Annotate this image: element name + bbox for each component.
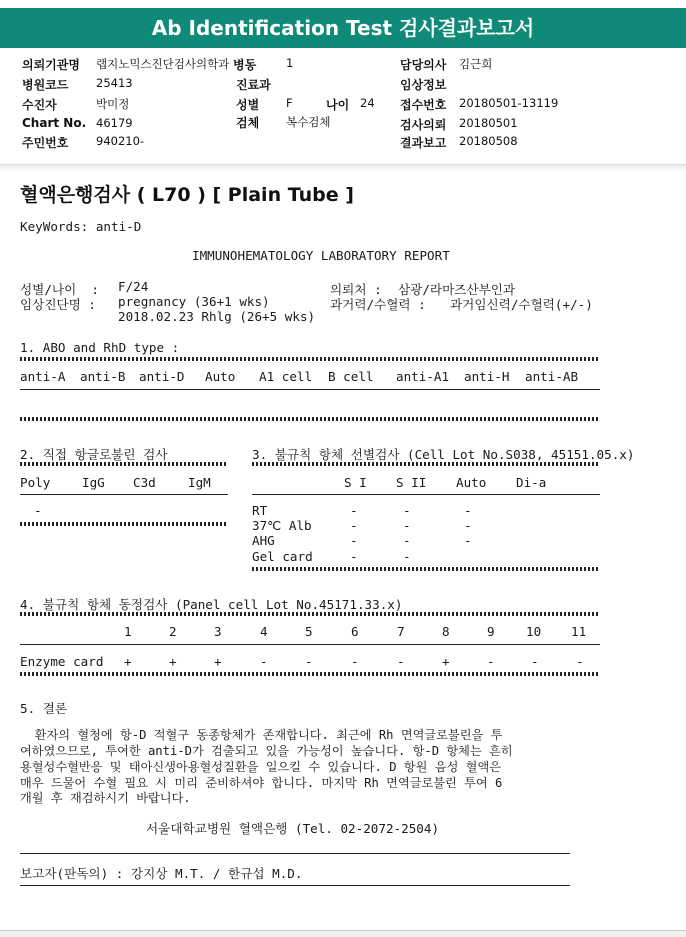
section1-title: 1. ABO and RhD type : bbox=[20, 340, 180, 355]
value-receipt-no: 20180501-13119 bbox=[459, 96, 559, 110]
s4-val-5: - bbox=[305, 654, 313, 669]
diagnosis-label: 임상진단명 : bbox=[20, 297, 96, 312]
value-chart-no: 46179 bbox=[96, 116, 133, 130]
section4-title: 4. 불규칙 항체 동정검사 (Panel cell Lot No.45171.33.x) bbox=[20, 597, 403, 612]
s2-col-c3d: C3d bbox=[133, 475, 156, 490]
s4-col-10: 10 bbox=[526, 624, 542, 639]
s4-val-1: + bbox=[124, 654, 132, 669]
s3-37alb-s2: - bbox=[403, 518, 411, 533]
s3-ahg-s1: - bbox=[350, 533, 358, 548]
section2-top-rule bbox=[20, 462, 228, 466]
value-doctor: 김근희 bbox=[459, 57, 493, 71]
s3-row-label-rt: RT bbox=[252, 503, 268, 518]
s4-col-1: 1 bbox=[124, 624, 132, 639]
report-title: Ab Identification Test 검사결과보고서 bbox=[151, 16, 535, 40]
s4-col-6: 6 bbox=[351, 624, 359, 639]
sex-age-label: 성별/나이 : bbox=[20, 282, 99, 297]
s4-row-label: Enzyme card bbox=[20, 654, 104, 669]
s1-col-anti-ab: anti-AB bbox=[525, 369, 579, 384]
s3-row-label-37alb: 37℃ Alb bbox=[252, 518, 312, 533]
label-ward: 병동 bbox=[233, 58, 257, 72]
s1-col-b-cell: B cell bbox=[328, 369, 374, 384]
s4-col-5: 5 bbox=[305, 624, 313, 639]
value-request-date: 20180501 bbox=[459, 116, 518, 130]
reporter-bottom-rule bbox=[20, 885, 570, 886]
s3-37alb-s1: - bbox=[350, 518, 358, 533]
label-clinical-info: 임상정보 bbox=[400, 78, 447, 92]
label-specimen: 검체 bbox=[236, 116, 260, 130]
s2-col-igm: IgM bbox=[188, 475, 211, 490]
s3-ahg-s2: - bbox=[403, 533, 411, 548]
keywords: KeyWords: anti-D bbox=[20, 219, 142, 234]
label-collector: 수진자 bbox=[22, 98, 57, 112]
s4-val-11: - bbox=[576, 654, 584, 669]
s4-col-9: 9 bbox=[487, 624, 495, 639]
s3-rt-s2: - bbox=[403, 503, 411, 518]
s3-rt-s1: - bbox=[350, 503, 358, 518]
s4-val-9: - bbox=[487, 654, 495, 669]
s4-col-11: 11 bbox=[571, 624, 587, 639]
section2-title: 2. 직접 항글로불린 검사 bbox=[20, 447, 168, 462]
value-report-date: 20180508 bbox=[459, 134, 518, 148]
value-institution: 랩지노믹스진단검사의학과 bbox=[96, 57, 230, 71]
value-collector: 박미정 bbox=[96, 97, 130, 111]
label-sex: 성별 bbox=[236, 98, 260, 112]
label-institution: 의뢰기관명 bbox=[22, 58, 80, 72]
requester-value: 삼광/라마즈산부인과 bbox=[398, 282, 516, 297]
section1-mid-rule bbox=[20, 389, 600, 390]
s4-val-3: + bbox=[214, 654, 222, 669]
requester-label: 의뢰처 : bbox=[330, 282, 382, 297]
section1-bottom-rule bbox=[20, 417, 600, 421]
reporter-top-rule bbox=[20, 853, 570, 854]
s2-col-igg: IgG bbox=[82, 475, 105, 490]
s4-val-8: + bbox=[442, 654, 450, 669]
value-resident-no: 940210- bbox=[96, 134, 145, 148]
s3-gel-s1: - bbox=[350, 549, 358, 564]
s3-rt-auto: - bbox=[464, 503, 472, 518]
s3-37alb-auto: - bbox=[464, 518, 472, 533]
conclusion-line-5: 개월 후 재검하시기 바랍니다. bbox=[20, 791, 191, 805]
value-ward: 1 bbox=[286, 56, 294, 70]
s4-col-3: 3 bbox=[214, 624, 222, 639]
s3-gel-s2: - bbox=[403, 549, 411, 564]
s3-col-dia: Di-a bbox=[516, 475, 547, 490]
s3-row-label-ahg: AHG bbox=[252, 533, 275, 548]
label-dept: 진료과 bbox=[236, 78, 271, 92]
s4-val-4: - bbox=[260, 654, 268, 669]
s3-col-auto: Auto bbox=[456, 475, 487, 490]
value-hospital-code: 25413 bbox=[96, 76, 133, 90]
reporter-line: 보고자(판독의) : 강지상 M.T. / 한규섭 M.D. bbox=[20, 866, 303, 881]
sex-age-value: F/24 bbox=[118, 279, 149, 294]
s4-val-10: - bbox=[531, 654, 539, 669]
s1-col-anti-a: anti-A bbox=[20, 369, 66, 384]
label-doctor: 담당의사 bbox=[400, 58, 447, 72]
doc-heading: 혈액은행검사 ( L70 ) [ Plain Tube ] bbox=[20, 184, 354, 206]
s1-col-anti-h: anti-H bbox=[464, 369, 510, 384]
label-chart-no: Chart No. bbox=[22, 116, 87, 130]
value-sex: F bbox=[286, 96, 293, 110]
report-title-bar bbox=[0, 8, 686, 48]
s2-value: - bbox=[34, 503, 42, 518]
label-request-date: 검사의뢰 bbox=[400, 118, 447, 132]
label-report-date: 결과보고 bbox=[400, 136, 447, 150]
s4-col-4: 4 bbox=[260, 624, 268, 639]
conclusion-line-2: 여하였으므로, 투여한 anti-D가 검출되고 있을 가능성이 높습니다. 항-D 항체는 흔히 bbox=[20, 744, 513, 758]
label-hospital-code: 병원코드 bbox=[22, 78, 69, 92]
label-age: 나이 bbox=[326, 98, 350, 112]
s4-col-7: 7 bbox=[397, 624, 405, 639]
value-age: 24 bbox=[360, 96, 375, 110]
s3-row-label-gel: Gel card bbox=[252, 549, 313, 564]
s4-val-6: - bbox=[351, 654, 359, 669]
s4-val-7: - bbox=[397, 654, 405, 669]
diagnosis-value-2: 2018.02.23 Rhlg (26+5 wks) bbox=[118, 309, 316, 324]
header-separator bbox=[0, 164, 686, 171]
s1-col-anti-d: anti-D bbox=[139, 369, 185, 384]
section4-mid-rule bbox=[20, 644, 600, 645]
section1-top-rule bbox=[20, 357, 600, 361]
section2-bottom-rule bbox=[20, 522, 228, 526]
section4-top-rule bbox=[20, 612, 600, 616]
section2-mid-rule bbox=[20, 494, 228, 495]
s1-col-auto: Auto bbox=[205, 369, 236, 384]
s3-col-s2: S II bbox=[396, 475, 427, 490]
conclusion-line-3: 용혈성수혈반응 및 태아신생아용혈성질환을 일으킬 수 있습니다. D 항원 음성 혈액은 bbox=[20, 760, 501, 774]
section3-mid-rule bbox=[252, 494, 600, 495]
s4-col-8: 8 bbox=[442, 624, 450, 639]
s1-col-anti-b: anti-B bbox=[80, 369, 126, 384]
s1-col-anti-a1: anti-A1 bbox=[396, 369, 450, 384]
section3-top-rule bbox=[252, 462, 600, 466]
s3-ahg-auto: - bbox=[464, 533, 472, 548]
history-label: 과거력/수혈력 : bbox=[330, 297, 426, 312]
history-value: 과거임신력/수혈력(+/-) bbox=[450, 297, 593, 312]
section5-title: 5. 결론 bbox=[20, 701, 68, 716]
conclusion-line-1: 환자의 혈청에 항-D 적혈구 동종항체가 존재합니다. 최근에 Rh 면역글로불린을 투 bbox=[20, 728, 503, 742]
s1-col-a1-cell: A1 cell bbox=[259, 369, 313, 384]
institution-line: 서울대학교병원 혈액은행 (Tel. 02-2072-2504) bbox=[146, 821, 440, 836]
section4-bottom-rule bbox=[20, 672, 600, 676]
diagnosis-value-1: pregnancy (36+1 wks) bbox=[118, 294, 270, 309]
lab-report-title: IMMUNOHEMATOLOGY LABORATORY REPORT bbox=[192, 248, 450, 263]
value-specimen: 복수검체 bbox=[286, 115, 331, 129]
conclusion-line-4: 매우 드물어 수혈 필요 시 미리 준비하셔야 합니다. 마지막 Rh 면역글로불린 투여 6 bbox=[20, 776, 503, 790]
s2-col-poly: Poly bbox=[20, 475, 51, 490]
label-receipt-no: 접수번호 bbox=[400, 98, 447, 112]
section3-title: 3. 불규칙 항체 선별검사 (Cell Lot No.S038, 45151.05.x) bbox=[252, 447, 635, 462]
label-resident-no: 주민번호 bbox=[22, 136, 69, 150]
s4-val-2: + bbox=[169, 654, 177, 669]
section3-bottom-rule bbox=[252, 567, 600, 571]
s3-col-s1: S I bbox=[344, 475, 367, 490]
s4-col-2: 2 bbox=[169, 624, 177, 639]
